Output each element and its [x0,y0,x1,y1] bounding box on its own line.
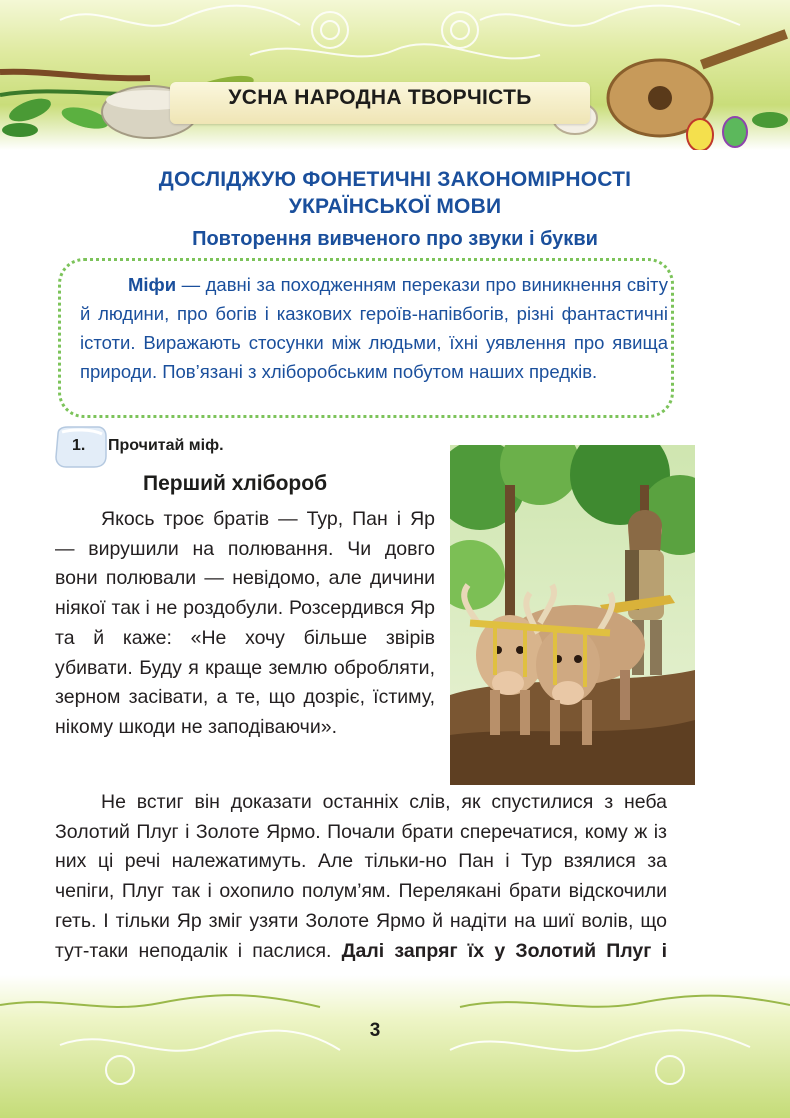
story-paragraph-1-text: Якось троє братів — Тур, Пан і Яр — вирушили на полювання. Чи довго вони полювали — невідомо, але дичини ніякої так і не роздобули. Розсердився Яр та й каже: «Не хочу більше звірів убивати. Буду я краще землю обробляти, зерном засівати, а те, що дозріє, їстиму, нікому шкоди не заподіваючи». [55,508,435,738]
lesson-subtitle: Повторення вивченого про звуки і букви [192,228,598,250]
farmer-with-oxen-illustration [450,445,695,785]
story-paragraph-2 [55,788,667,996]
page-footer [0,975,790,1118]
page-number: 3 [369,1020,381,1041]
page-header [0,0,790,150]
lesson-title-line1: ДОСЛІДЖУЮ ФОНЕТИЧНІ ЗАКОНОМІРНОСТІ [158,168,632,191]
story-paragraph-1 [55,505,435,743]
story-paragraph-2-bold: Далі запряг їх у Золотий Плуг і [341,939,667,962]
lesson-title [60,166,730,220]
story-title: Перший хлібороб [143,472,328,495]
lace-ornament [0,0,790,150]
footer-lace-ornament [0,975,790,1118]
definition-text [80,270,668,386]
story-paragraph-2-text: Не встиг він доказати останніх слів, як спустилися з неба Золотий Плуг і Золоте Ярмо. Почали брати сперечатися, кому ж із них ці речі належатимуть. Але тільки-но Пан і Тур взялися за чепіги, Плуг так і охопило полум’ям. Перелякані брати відскочили геть. І тільки Яр зміг узяти Золоте Ярмо й надіти на шиї волів, що тут-таки неподалік і паслися. [55,791,667,962]
definition-body: — давні за походженням перекази про виникнення світу й людини, про богів і казкових героїв-напівбогів, різні фантастичні істоти. Виражають стосунки між людьми, їхні уявлення про явища природи. Пов’язані з хліборобським побутом наших предків. [80,274,668,382]
lesson-title-line2: УКРАЇНСЬКОЇ МОВИ [288,195,502,218]
section-title: УСНА НАРОДНА ТВОРЧІСТЬ [228,86,532,109]
task-number: 1. [72,437,86,454]
task-label: Прочитай міф. [108,437,224,454]
definition-term: Міфи [128,274,177,295]
